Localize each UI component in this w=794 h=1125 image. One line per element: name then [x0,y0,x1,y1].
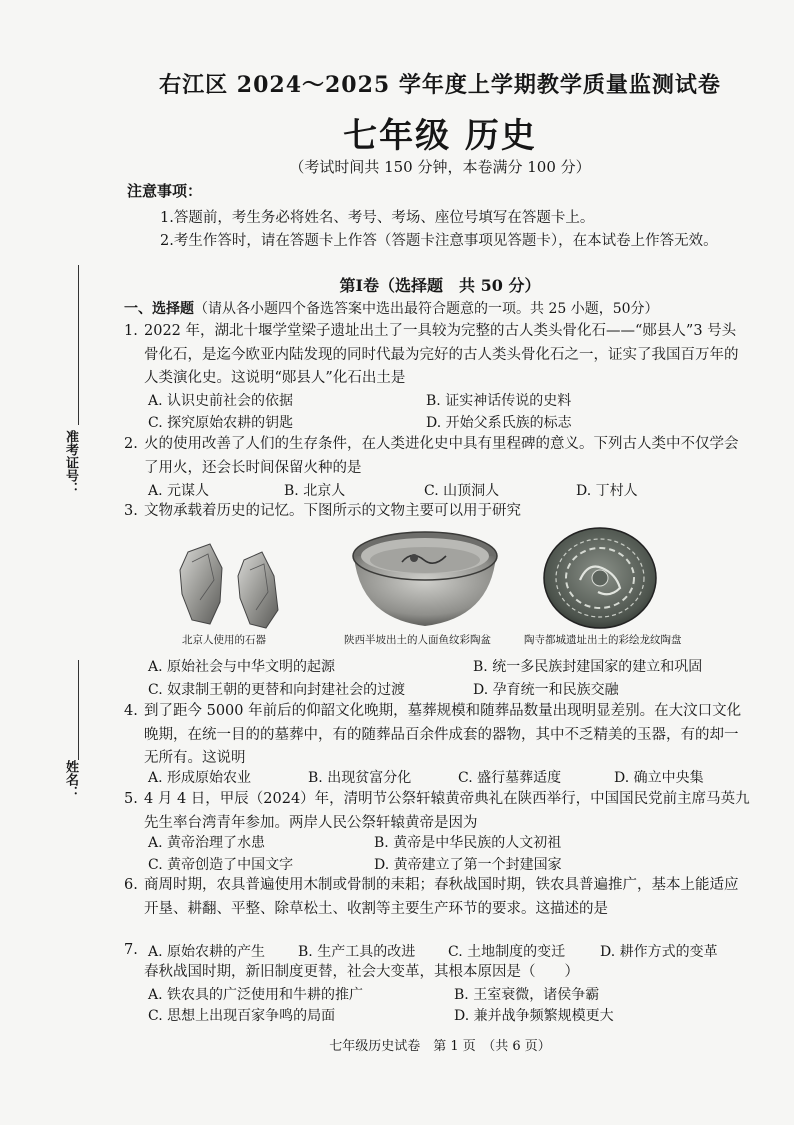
option: B. 统一多民族封建国家的建立和巩固 [473,659,703,675]
question [124,874,750,921]
question [124,939,750,985]
name-label: 姓名： [63,760,78,799]
painted-pottery-basin-image [350,526,500,630]
option: B. 出现贫富分化 [308,770,412,786]
stone-tools-image [170,540,290,632]
option: A. 铁农具的广泛使用和牛耕的推广 [148,987,364,1003]
question [124,788,750,835]
dragon-pattern-plate-image [540,524,660,634]
question-text: 商周时期，农具普遍使用木制或骨制的耒耜；春秋战国时期，铁农具普遍推广，基本上能适应开垦、耕翻、平整、除草松土、收割等主要生产环节的要求。这描述的是 [144,877,739,917]
question [124,500,750,524]
exam-title: 右江区 2024～2025 学年度上学期教学质量监测试卷 [159,72,721,98]
margin-line-middle [78,660,79,760]
figure-caption: 北京人使用的石器 [182,634,266,646]
question-text: 春秋战国时期，新旧制度更替，社会大变革，其根本原因是（ ） [144,964,579,980]
section-heading [124,298,659,318]
question [124,320,750,391]
option: D. 孕育统一和民族交融 [473,682,619,698]
option: D. 开始父系氏族的标志 [426,415,572,431]
question-number: 3. [124,503,138,519]
subject-title: 七年级 历史 [343,116,537,156]
margin-line-top [78,265,79,425]
option: B. 北京人 [284,483,346,499]
figure-caption: 陕西半坡出土的人面鱼纹彩陶盆 [344,634,491,646]
option: D. 丁村人 [576,483,638,499]
page-footer: 七年级历史试卷 第 1 页 （共 6 页） [329,1039,551,1054]
option: C. 盛行墓葬适度 [458,770,562,786]
exam-subtitle: （考试时间共 150 分钟，本卷满分 100 分） [289,158,591,176]
question-text: 文物承载着历史的记忆。下图所示的文物主要可以用于研究 [144,503,521,519]
notice-item: 1.答题前，考生务必将姓名、考号、考场、座位号填写在答题卡上。 [160,210,595,226]
question-number: 5. [124,791,138,807]
option: C. 思想上出现百家争鸣的局面 [148,1008,336,1024]
question-number: 7. [124,942,138,958]
option: C. 土地制度的变迁 [448,944,566,960]
option: C. 山顶洞人 [424,483,500,499]
question-text: 4 月 4 日，甲辰（2024）年，清明节公祭轩辕黄帝典礼在陕西举行，中国国民党前主席马英九先生率台湾青年参加。两岸人民公祭轩辕黄帝是因为 [144,791,750,831]
question-text: 火的使用改善了人们的生存条件，在人类进化史中具有里程碑的意义。下列古人类中不仅学会了用火，还会长时间保留火种的是 [144,436,739,476]
option: B. 王室衰微，诸侯争霸 [454,987,600,1003]
option: A. 形成原始农业 [148,770,252,786]
question-number: 1. [124,323,138,339]
option: A. 黄帝治理了水患 [148,835,266,851]
question-number: 4. [124,703,138,719]
option: D. 兼并战争频繁规模更大 [454,1008,614,1024]
figure-caption: 陶寺都城遗址出土的彩绘龙纹陶盘 [524,634,682,646]
option: C. 探究原始农耕的钥匙 [148,415,294,431]
section-note: （请从各小题四个备选答案中选出最符合题意的一项。共 25 小题，50分） [194,301,659,317]
option: D. 黄帝建立了第一个封建国家 [374,857,562,873]
option: A. 元谋人 [148,483,210,499]
option: A. 原始农耕的产生 [148,944,266,960]
question-text: 到了距今 5000 年前后的仰韶文化晚期，墓葬规模和随葬品数量出现明显差别。在大汶口文化晚期，在统一目的的墓葬中，有的随葬品百余件成套的器物，其中不乏精美的玉器，有的却一无所有。这说明 [144,703,742,766]
option: C. 奴隶制王朝的更替和向封建社会的过渡 [148,682,406,698]
option: D. 耕作方式的变革 [600,944,718,960]
part-title: 第Ⅰ卷（选择题 共 50 分） [339,276,541,295]
question-number: 2. [124,436,138,452]
exam-id-label: 准考证号： [63,430,78,495]
option: A. 认识史前社会的依据 [148,393,294,409]
option: A. 原始社会与中华文明的起源 [148,659,336,675]
option: C. 黄帝创造了中国文字 [148,857,294,873]
option: B. 黄帝是中华民族的人文初祖 [374,835,562,851]
option: B. 生产工具的改进 [298,944,416,960]
notice-item: 2.考生作答时，请在答题卡上作答（答题卡注意事项见答题卡），在本试卷上作答无效。 [160,233,718,249]
option: B. 证实神话传说的史料 [426,393,572,409]
question-text: 2022 年，湖北十堰学堂梁子遗址出土了一具较为完整的古人类头骨化石——“郧县人”3 号头骨化石，是迄今欧亚内陆发现的同时代最为完好的古人类头骨化石之一，证实了我国百万年的人类演化史。这说明“郧县人”化石出土是 [144,323,739,386]
option: D. 确立中央集 [614,770,704,786]
question [124,700,750,771]
notice-title: 注意事项： [127,182,203,200]
question-number: 6. [124,877,138,893]
question [124,433,750,480]
section-title: 一、选择题 [124,301,194,317]
